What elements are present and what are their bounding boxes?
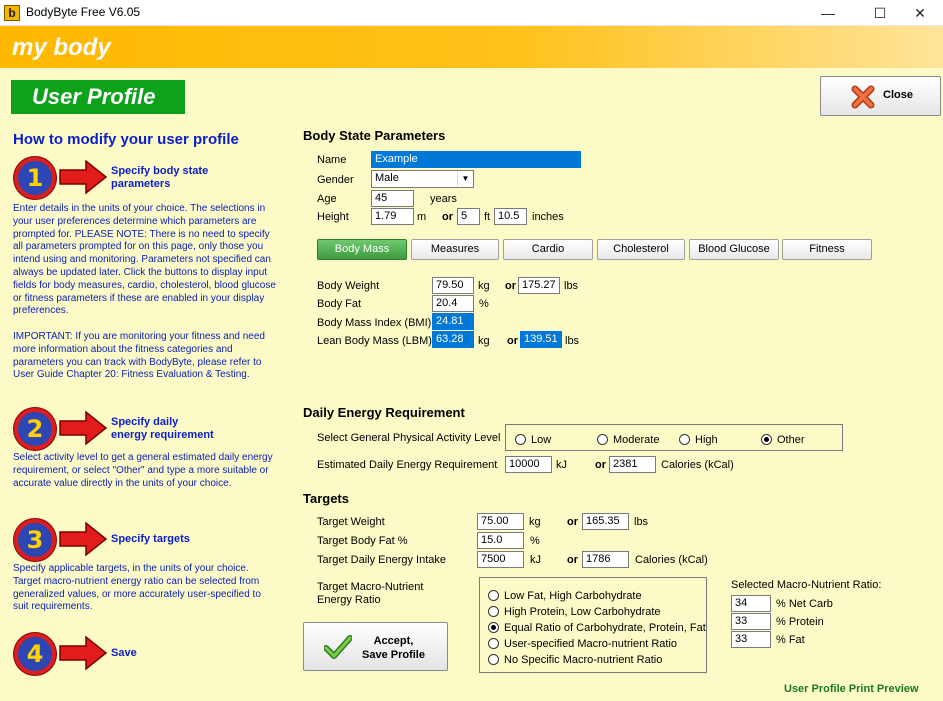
height-m-unit: m — [417, 211, 427, 223]
kj-unit: kJ — [556, 459, 567, 471]
height-ft-input[interactable]: 5 — [457, 208, 480, 225]
height-m-input[interactable]: 1.79 — [371, 208, 414, 225]
height-in-unit: inches — [532, 211, 564, 223]
bmi-value: 24.81 — [432, 313, 474, 330]
or-label: or — [507, 335, 518, 347]
target-weight-lbs-input[interactable]: 165.35 — [582, 513, 629, 530]
body-fat-label: Body Fat — [317, 298, 362, 310]
tab-measures[interactable]: Measures — [411, 239, 499, 260]
arrow-right-icon — [58, 410, 108, 446]
step-2-heading: Specify daily energy requirement — [111, 416, 214, 441]
lbm-kg-value: 63.28 — [432, 331, 474, 348]
gender-label: Gender — [317, 174, 354, 186]
step-1-text: Enter details in the units of your choice. The selections in your user preferences determine which parameters are prompted for. PLEASE NOTE: There is no need to specify all parameters prompted for on this page, only those you intend using and monitoring. Parameters not specified can always be updated later. Click the buttons to display input fields for body measures, cardio, cholesterol, blood glucose or fitness parameters if these are enabled in your display preferences. — [13, 203, 276, 317]
age-input[interactable]: 45 — [371, 190, 414, 207]
step-2-badge: 2 — [14, 408, 56, 450]
chevron-down-icon: ▼ — [457, 171, 473, 187]
app-header — [0, 26, 943, 68]
gender-select[interactable]: Male ▼ — [371, 170, 474, 188]
macro-user-specified-label: User-specified Macro-nutrient Ratio — [504, 638, 678, 650]
window-close-button[interactable]: ✕ — [914, 5, 926, 21]
activity-low-radio[interactable] — [515, 434, 526, 445]
name-label: Name — [317, 154, 347, 166]
close-button[interactable] — [820, 76, 941, 116]
title-bar — [0, 0, 943, 26]
tab-body-mass[interactable]: Body Mass — [317, 239, 407, 260]
target-intake-label: Target Daily Energy Intake — [317, 554, 447, 566]
target-weight-kg-input[interactable]: 75.00 — [477, 513, 524, 530]
lbm-lbs-value: 139.51 — [520, 331, 562, 348]
app-icon: b — [4, 5, 20, 21]
macro-none-label: No Specific Macro-nutrient Ratio — [504, 654, 663, 666]
activity-level-label: Select General Physical Activity Level — [317, 432, 501, 444]
close-x-icon — [851, 85, 875, 109]
ratio-carb-label: % Net Carb — [776, 598, 833, 610]
step-1-important-text: IMPORTANT: If you are monitoring your fitness and need more information about the fitness categories and parameters you can track with BodyByte, please refer to User Guide Chapter 20: Fitness Evaluation & Testing. — [13, 331, 265, 381]
kj-unit: kJ — [530, 554, 541, 566]
macro-equal-ratio-label: Equal Ratio of Carbohydrate, Protein, Fat — [504, 622, 706, 634]
target-body-fat-label: Target Body Fat % — [317, 535, 408, 547]
activity-moderate-label: Moderate — [613, 434, 660, 446]
macro-none-radio[interactable] — [488, 654, 499, 665]
step-3-badge: 3 — [14, 519, 56, 561]
activity-moderate-radio[interactable] — [597, 434, 608, 445]
body-weight-lbs-input[interactable]: 175.27 — [518, 277, 560, 294]
or-label: or — [567, 554, 578, 566]
step-1-badge: 1 — [14, 157, 56, 199]
arrow-right-icon — [58, 521, 108, 557]
height-ft-unit: ft — [484, 211, 491, 223]
activity-high-label: High — [695, 434, 718, 446]
target-body-fat-input[interactable]: 15.0 — [477, 532, 524, 549]
header-title: my body — [12, 34, 111, 61]
macro-low-fat-radio[interactable] — [488, 590, 499, 601]
activity-other-label: Other — [777, 434, 805, 446]
maximize-button[interactable]: ☐ — [873, 5, 887, 21]
accept-save-button[interactable] — [303, 622, 448, 671]
step-3-text: Specify applicable targets, in the units of your choice. Target macro-nutrient energy ratio can be selected from generalized values, or more accurately user-specified to suit requirements. — [13, 563, 261, 613]
body-weight-kg-input[interactable]: 79.50 — [432, 277, 474, 294]
energy-kj-input[interactable]: 10000 — [505, 456, 552, 473]
ratio-fat-label: % Fat — [776, 634, 805, 646]
step-1-heading: Specify body state parameters — [111, 165, 209, 190]
lbm-label: Lean Body Mass (LBM) — [317, 335, 432, 347]
target-intake-kcal-input[interactable]: 1786 — [582, 551, 629, 568]
energy-heading: Daily Energy Requirement — [303, 405, 465, 420]
ratio-carb-input[interactable]: 34 — [731, 595, 771, 612]
step-4-heading: Save — [111, 647, 137, 659]
target-intake-kj-input[interactable]: 7500 — [477, 551, 524, 568]
page-title: User Profile — [11, 80, 185, 114]
or-label: or — [505, 280, 516, 292]
ratio-fat-input[interactable]: 33 — [731, 631, 771, 648]
lbs-unit: lbs — [634, 516, 649, 528]
percent-unit: % — [479, 298, 489, 310]
target-weight-label: Target Weight — [317, 516, 385, 528]
body-state-heading: Body State Parameters — [303, 128, 446, 143]
macro-low-fat-label: Low Fat, High Carbohydrate — [504, 590, 642, 602]
print-preview-link[interactable]: User Profile Print Preview — [784, 683, 919, 695]
energy-kcal-input[interactable]: 2381 — [609, 456, 656, 473]
arrow-right-icon — [58, 159, 108, 195]
body-weight-label: Body Weight — [317, 280, 380, 292]
ratio-protein-label: % Protein — [776, 616, 824, 628]
age-label: Age — [317, 193, 337, 205]
kg-unit: kg — [478, 335, 490, 347]
arrow-right-icon — [58, 635, 108, 671]
height-label: Height — [317, 211, 349, 223]
macro-ratio-label: Target Macro-Nutrient Energy Ratio — [317, 581, 424, 606]
minimize-button[interactable]: — — [821, 5, 835, 21]
checkmark-icon — [324, 635, 352, 659]
targets-heading: Targets — [303, 491, 349, 506]
step-4-badge: 4 — [14, 633, 56, 675]
height-in-input[interactable]: 10.5 — [494, 208, 527, 225]
step-2-text: Select activity level to get a general estimated daily energy requirement, or select "Other" and type a more suitable or accurate value directly in the units of your choice. — [13, 452, 273, 489]
activity-other-radio[interactable] — [761, 434, 772, 445]
lbs-unit: lbs — [565, 335, 580, 347]
macro-equal-ratio-radio[interactable] — [488, 622, 499, 633]
kcal-unit: Calories (kCal) — [661, 459, 734, 471]
name-input[interactable]: Example — [371, 151, 581, 168]
activity-low-label: Low — [531, 434, 552, 446]
tab-fitness[interactable]: Fitness — [782, 239, 872, 260]
macro-high-protein-radio[interactable] — [488, 606, 499, 617]
kg-unit: kg — [529, 516, 541, 528]
estimated-energy-label: Estimated Daily Energy Requirement — [317, 459, 498, 471]
bmi-label: Body Mass Index (BMI) — [317, 317, 432, 329]
or-label: or — [567, 516, 578, 528]
macro-high-protein-label: High Protein, Low Carbohydrate — [504, 606, 661, 618]
tab-cholesterol[interactable]: Cholesterol — [597, 239, 685, 260]
body-fat-input[interactable]: 20.4 — [432, 295, 474, 312]
or-label: or — [442, 211, 453, 223]
activity-high-radio[interactable] — [679, 434, 690, 445]
tab-blood-glucose[interactable]: Blood Glucose — [689, 239, 779, 260]
selected-ratio-heading: Selected Macro-Nutrient Ratio: — [731, 579, 882, 591]
or-label: or — [595, 459, 606, 471]
accept-button-label: Accept, Save Profile — [362, 635, 425, 661]
macro-user-specified-radio[interactable] — [488, 638, 499, 649]
tab-cardio[interactable]: Cardio — [503, 239, 593, 260]
close-button-label: Close — [883, 89, 913, 101]
lbs-unit: lbs — [564, 280, 579, 292]
kcal-unit: Calories (kCal) — [635, 554, 708, 566]
kg-unit: kg — [478, 280, 490, 292]
age-unit: years — [430, 193, 457, 205]
step-3-heading: Specify targets — [111, 533, 190, 545]
window-title: BodyByte Free V6.05 — [26, 5, 141, 19]
ratio-protein-input[interactable]: 33 — [731, 613, 771, 630]
percent-unit: % — [530, 535, 540, 547]
help-title: How to modify your user profile — [13, 131, 239, 148]
